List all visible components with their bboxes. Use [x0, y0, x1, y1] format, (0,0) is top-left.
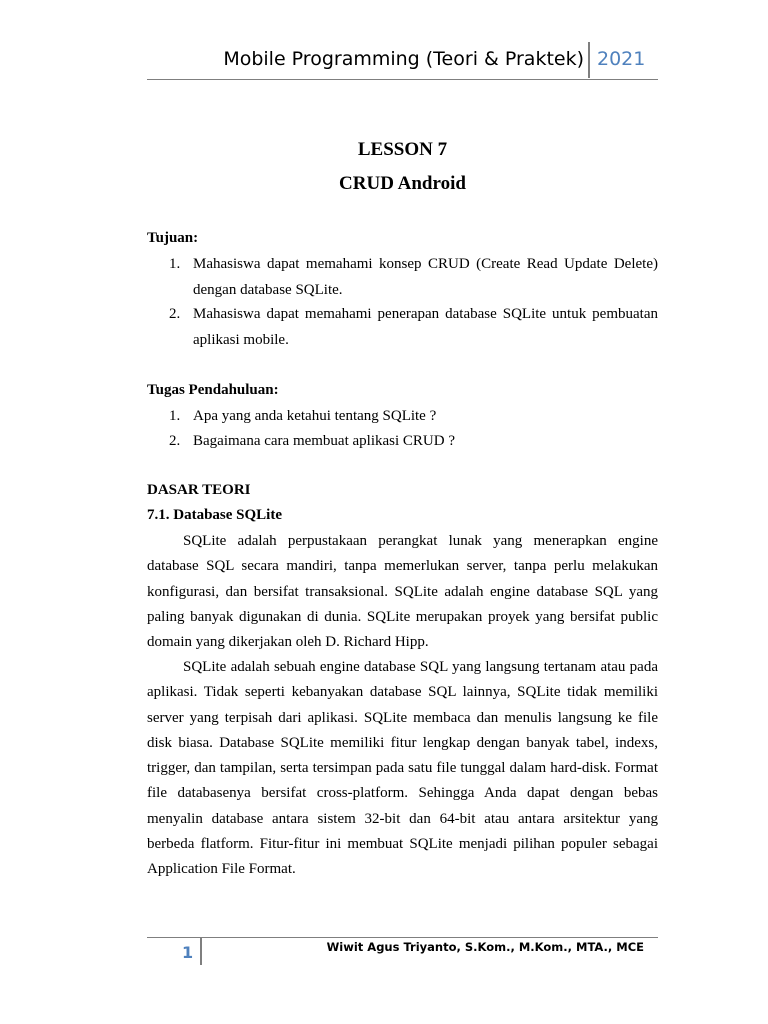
list-text: Mahasiswa dapat memahami penerapan database SQLite untuk pembuatan aplikasi mobile. — [193, 306, 658, 348]
list-text: Apa yang anda ketahui tentang SQLite ? — [193, 408, 437, 424]
paragraph: SQLite adalah perpustakaan perangkat lunak yang menerapkan engine database SQL secara mandiri, tanpa memerlukan server, tanpa perlu melakukan konfigurasi, dan bersifat transaksional. SQLite adalah engine database SQL yang paling banyak digunakan di dunia. SQLite merupakan proyek yang bersifat public domain yang dikerjakan oleh D. Richard Hipp. — [147, 533, 658, 651]
tujuan-heading: Tujuan: — [147, 230, 199, 246]
list-item — [147, 252, 658, 303]
list-item — [147, 429, 658, 455]
lesson-title: CRUD Android — [339, 173, 466, 194]
list-text: Bagaimana cara membuat aplikasi CRUD ? — [193, 433, 455, 449]
section-heading: 7.1. Database SQLite — [147, 507, 282, 523]
list-item — [147, 302, 658, 353]
dasar-teori-heading: DASAR TEORI — [147, 482, 251, 498]
list-number: 1. — [169, 408, 181, 424]
footer-rule — [147, 937, 658, 938]
footer-author: Wiwit Agus Triyanto, S.Kom., M.Kom., MTA., MCE — [326, 940, 644, 954]
paragraph: SQLite adalah sebuah engine database SQL yang langsung tertanam atau pada aplikasi. Tidak seperti kebanyakan database SQL lainnya, SQLite tidak memiliki server yang terpisah dari aplikasi. SQLite membaca dan menulis langsung ke file disk biasa. Database SQLite memiliki fitur lengkap dengan banyak tabel, indexs, trigger, dan tampilan, serta tersimpan pada satu file tunggal dalam hard-disk. Format file databasenya bersifat cross-platform. Sehingga Anda dapat dengan bebas menyalin database antara sistem 32-bit dan 64-bit atau antara arsitektur yang berbeda flatform. Fitur-fitur ini membuat SQLite menjadi pilihan populer sebagai Application File Format. — [147, 659, 658, 878]
header-rule — [147, 79, 658, 80]
list-number: 2. — [169, 306, 181, 322]
tugas-heading: Tugas Pendahuluan: — [147, 382, 279, 398]
list-number: 2. — [169, 433, 181, 449]
header-year: 2021 — [597, 48, 646, 70]
lesson-number: LESSON 7 — [357, 139, 448, 160]
header-title: Mobile Programming (Teori & Praktek) — [223, 48, 584, 70]
list-number: 1. — [169, 256, 181, 272]
header-divider — [588, 42, 590, 78]
page-number: 1 — [182, 943, 194, 962]
list-item — [147, 404, 658, 430]
page-header — [147, 42, 658, 80]
list-text: Mahasiswa dapat memahami konsep CRUD (Create Read Update Delete) dengan database SQLite. — [193, 256, 658, 298]
footer-divider — [200, 937, 202, 965]
